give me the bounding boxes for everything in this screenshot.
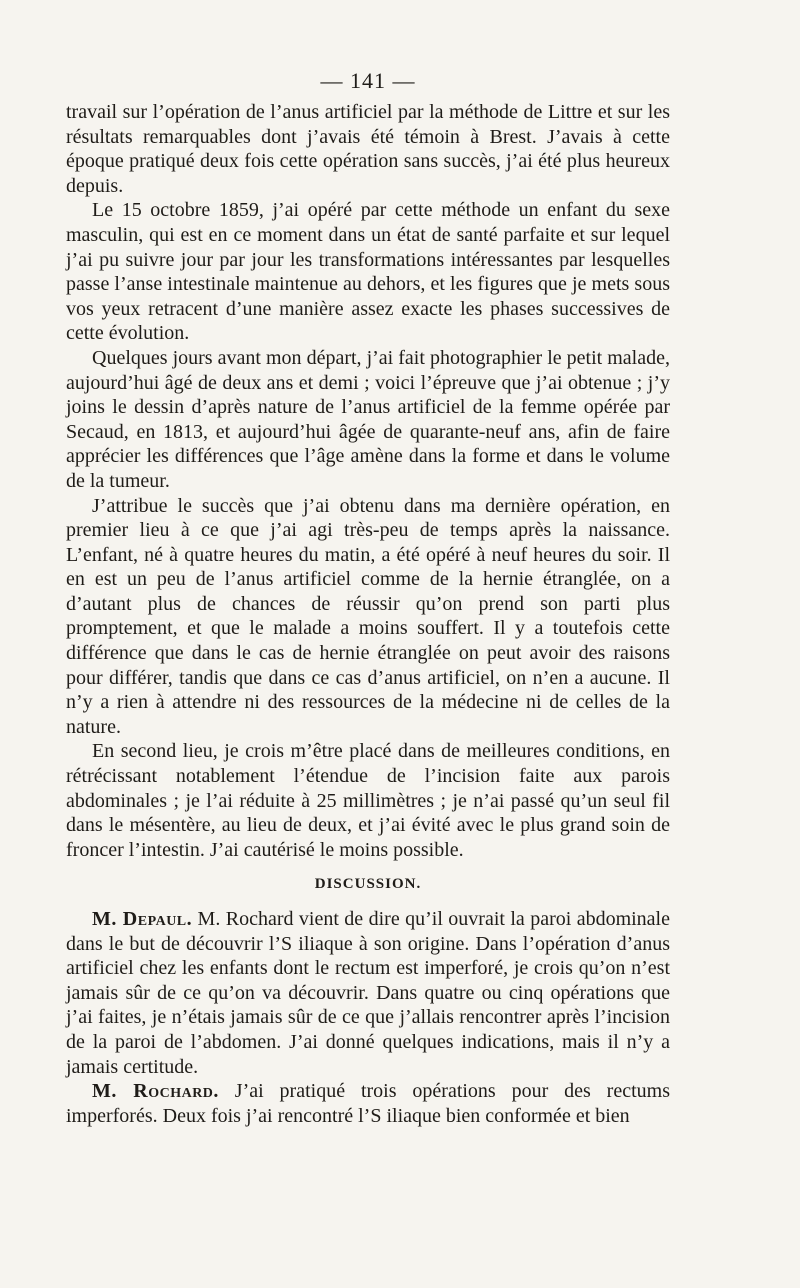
paragraph-photograph: Quelques jours avant mon départ, j’ai fait photographier le petit malade, aujourd’hui âgé de deux ans et demi ; voici l’épreuve que j’ai obtenue ; j’y joins le dessin d’après nature de l’anus artificiel de la femme opérée par Secaud, en 1813, et aujourd’hui âgée de quarante-neuf ans, afin de faire apprécier les différences que l’âge amène dans la forme et dans le volume de la tumeur. (66, 346, 670, 492)
paragraph-second-reason: En second lieu, je crois m’être placé dans de meilleures conditions, en rétrécissant notablement l’étendue de l’incision faite aux parois abdominales ; je l’ai réduite à 25 millimètres ; je n’ai passé qu’un seul fil dans le mésentère, au lieu de deux, et j’ai évité avec le plus grand soin de froncer l’intestin. J’ai cautérisé le moins possible. (66, 740, 670, 861)
speaker-name: M. Rochard. (92, 1080, 219, 1103)
speaker-name: M. Depaul. (92, 908, 193, 930)
paragraph-success-attribution: J’attribue le succès que j’ai obtenu dans ma dernière opération, en premier lieu à ce que j’ai agi très-peu de temps après la naissance. L’enfant, né à quatre heures du matin, a été opéré à neuf heures du soir. Il en est un peu de l’anus artificiel comme de la hernie étranglée, on a d’autant plus de chances de réussir qu’on prend son parti plus promptement, et que le malade a moins souffert. Il y a toutefois cette différence que dans le cas de hernie étranglée on peut avoir des raisons pour différer, tandis que dans ce cas d’anus artificiel, on n’en a aucune. Il n’y a rien à attendre ni des ressources de la médecine ni de celles de la nature. (66, 494, 670, 738)
paragraph-continuation: travail sur l’opération de l’anus artificiel par la méthode de Littre et sur les résultats remarquables dont j’avais été témoin à Brest. J’avais à cette époque pratiqué deux fois cette opération sans succès, j’ai été plus heureux depuis. (66, 101, 670, 197)
discussion-entry-rochard (66, 1079, 670, 1128)
section-heading-discussion: DISCUSSION. (314, 876, 422, 893)
book-page (66, 66, 670, 1128)
speech-text: M. Rochard vient de dire qu’il ouvrait la paroi abdominale dans le but de découvrir l’S iliaque à son origine. Dans l’opération d’anus artificiel chez les enfants dont le rectum est imperforé, je crois qu’on n’est jamais sûr de ce qu’on va découvrir. Dans quatre ou cinq opérations que j’ai faites, je n’étais jamais sûr de ce que j’allais rencontrer après l’incision de la paroi de l’abdomen. J’ai donné quelques indications, mais il n’y a jamais certitude. (66, 908, 670, 1078)
discussion-entry-depaul (66, 907, 670, 1079)
page-number: — 141 — (320, 68, 416, 93)
paragraph-operation-1859: Le 15 octobre 1859, j’ai opéré par cette méthode un enfant du sexe masculin, qui est en ce moment dans un état de santé parfaite et sur lequel j’ai pu suivre jour par jour les transformations intéressantes par lesquelles passe l’anse intestinale maintenue au dehors, et les figures que je mets sous vos yeux retracent d’une manière assez exacte les phases successives de cette évolution. (66, 199, 670, 345)
speech-text: J’ai pratiqué trois opérations pour des rectums imperforés. Deux fois j’ai rencontré l’S iliaque bien conformée et bien (66, 1080, 670, 1127)
